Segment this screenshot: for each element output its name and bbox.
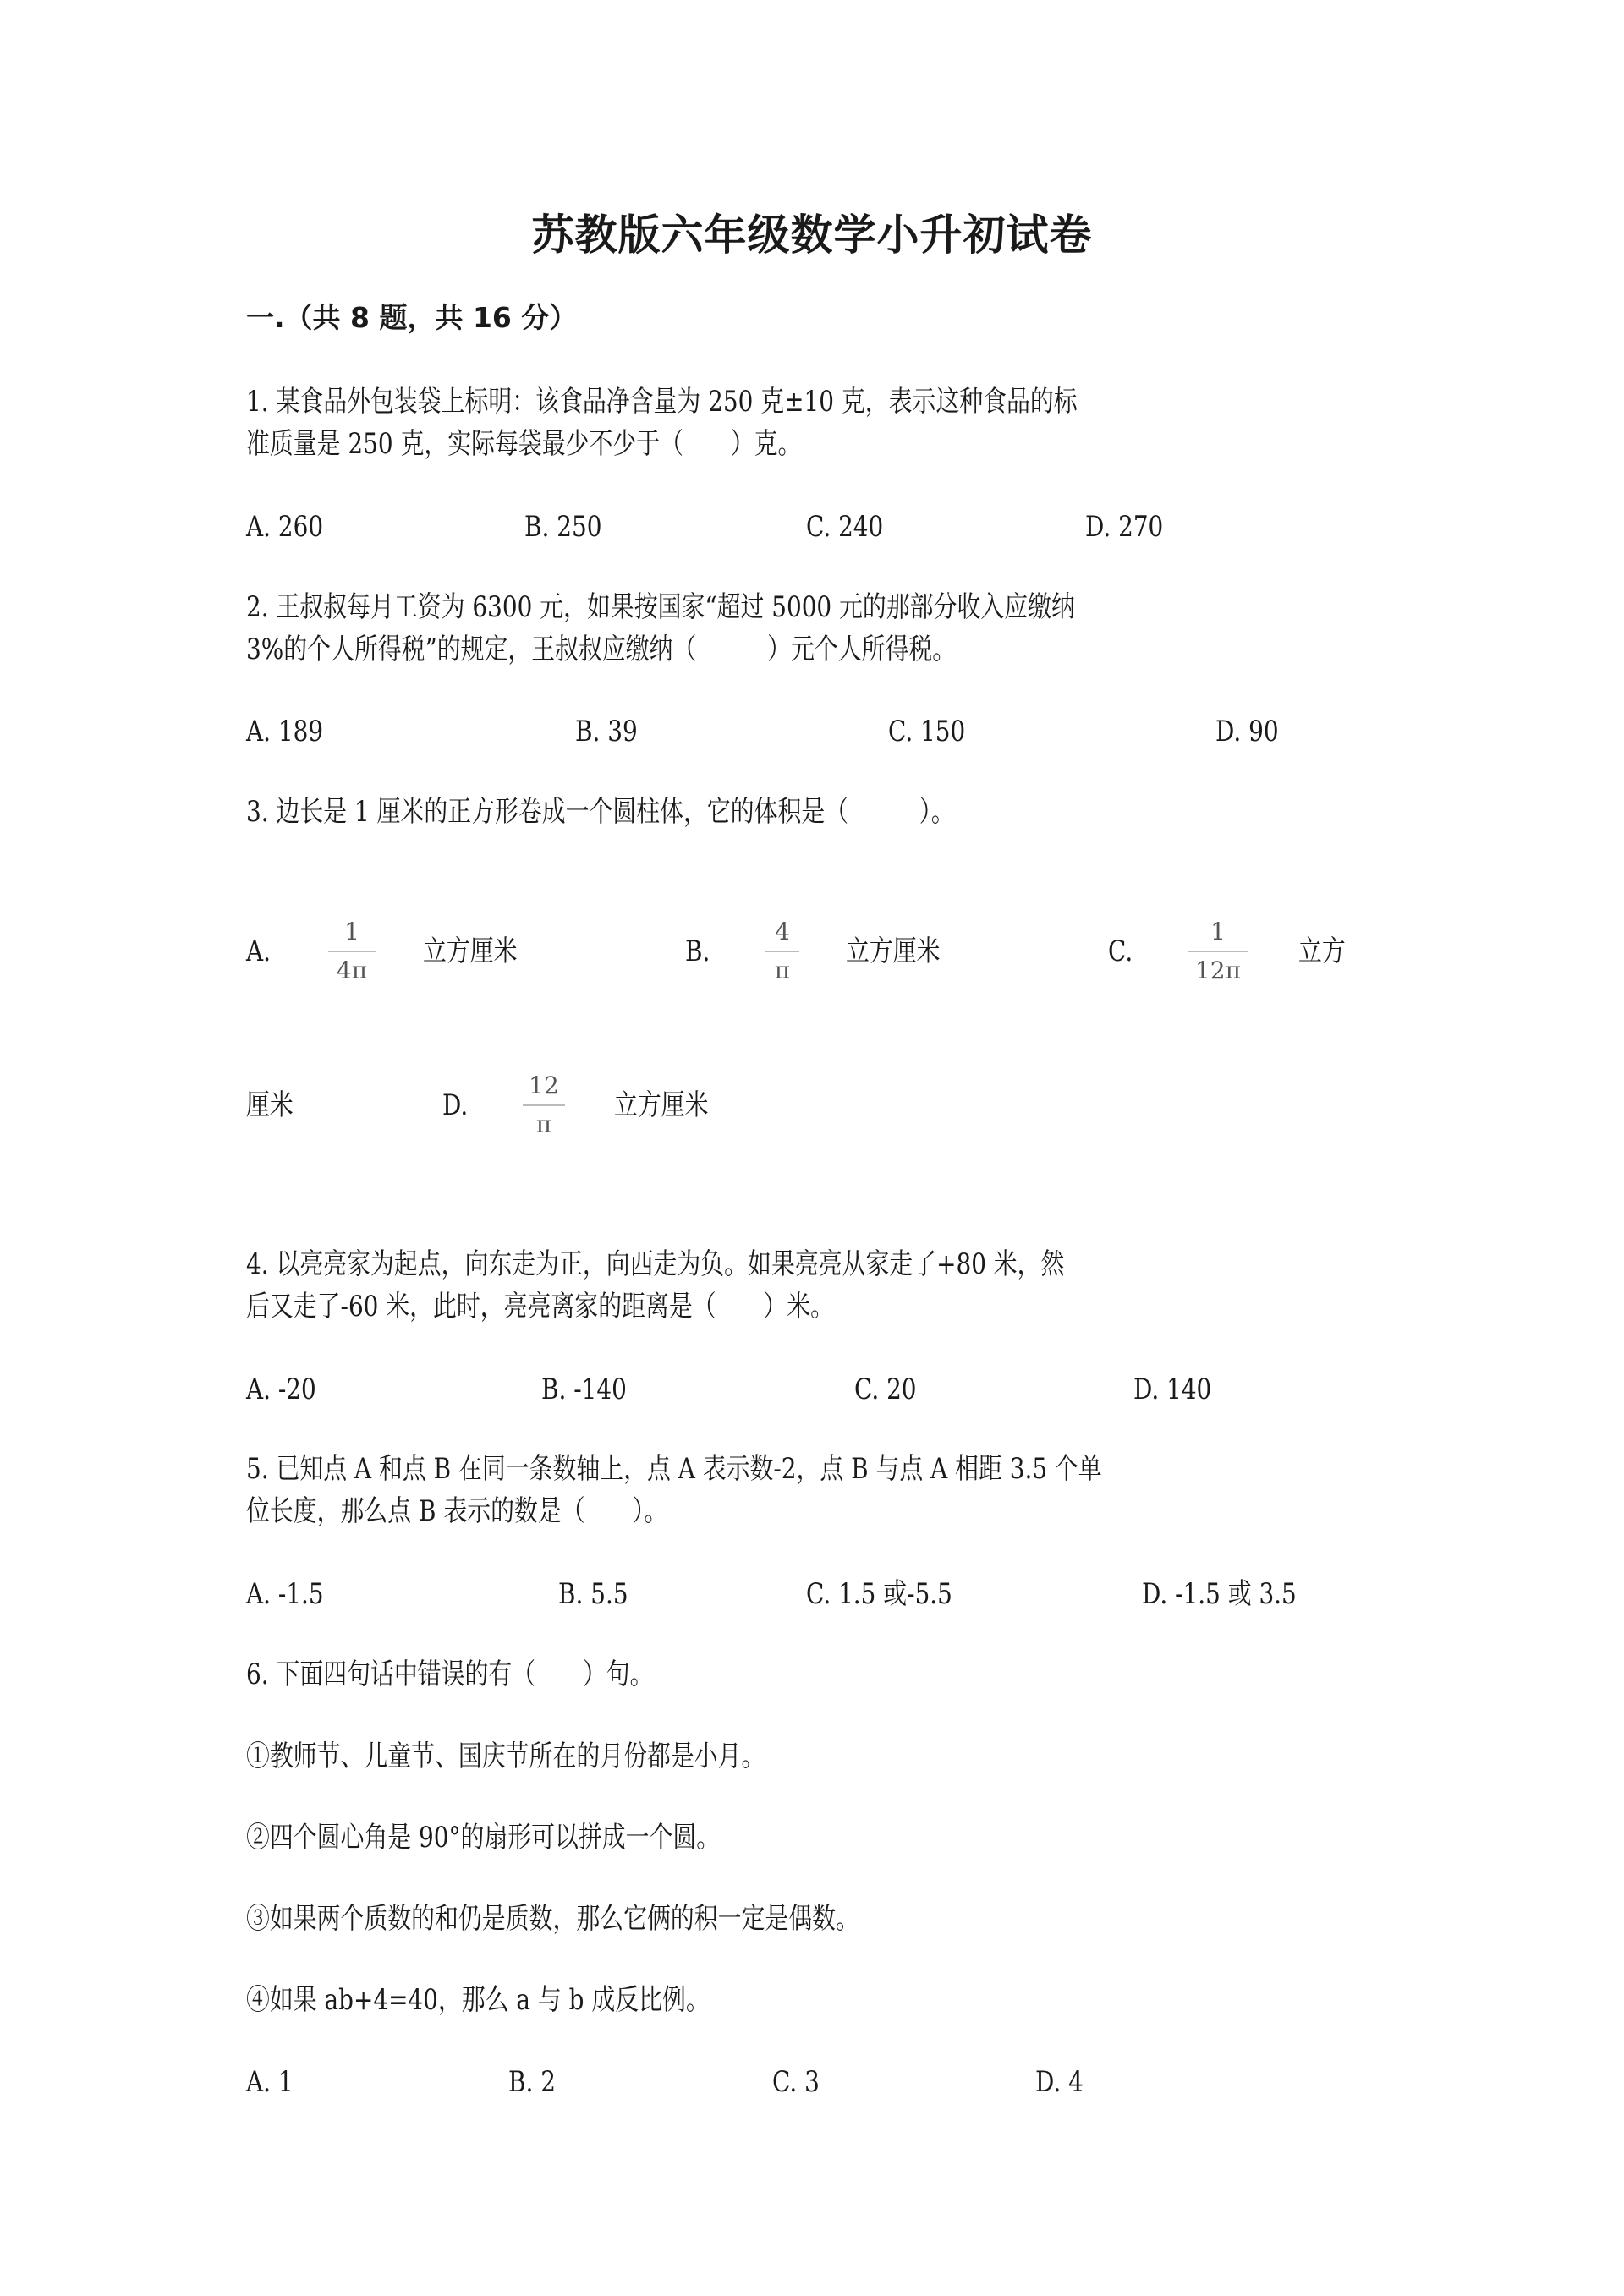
- question-2-line-1: 2. 王叔叔每月工资为 6300 元，如果按国家“超过 5000 元的那部分收入应缴纳: [246, 590, 1075, 624]
- question-3-option-a-fraction: 1 4π: [328, 915, 376, 988]
- question-6-option-d: D. 4: [1035, 2065, 1084, 2099]
- question-2-option-b: B. 39: [575, 715, 638, 748]
- question-3-option-c-fraction: 1 12π: [1188, 915, 1248, 988]
- question-3-option-a-unit: 立方厘米: [423, 934, 518, 968]
- question-6-statement-3: ③如果两个质数的和仍是质数，那么它俩的积一定是偶数。: [246, 1902, 859, 1936]
- question-3-option-a-letter: A.: [246, 934, 272, 968]
- question-1-line-2: 准质量是 250 克，实际每袋最少不少于（ ）克。: [246, 427, 802, 461]
- question-5-option-d: D. -1.5 或 3.5: [1142, 1577, 1297, 1611]
- question-2-option-d: D. 90: [1215, 715, 1279, 748]
- question-1-option-a: A. 260: [246, 510, 324, 544]
- question-5-option-c: C. 1.5 或-5.5: [806, 1577, 952, 1611]
- question-1-option-d: D. 270: [1085, 510, 1164, 544]
- question-6-statement-4: ④如果 ab+4=40，那么 a 与 b 成反比例。: [246, 1983, 710, 2017]
- question-4-line-2: 后又走了-60 米，此时，亮亮离家的距离是（ ）米。: [246, 1290, 835, 1323]
- page-title: 苏教版六年级数学小升初试卷: [531, 211, 1093, 260]
- question-5-option-b: B. 5.5: [558, 1577, 628, 1611]
- question-5-option-a: A. -1.5: [246, 1577, 324, 1611]
- question-1-option-b: B. 250: [524, 510, 602, 544]
- question-4-option-d: D. 140: [1133, 1373, 1212, 1406]
- question-3-option-b-letter: B.: [685, 934, 710, 968]
- question-3-option-c-unit: 立方: [1298, 934, 1346, 968]
- question-6-line-1: 6. 下面四句话中错误的有（ ）句。: [246, 1658, 654, 1691]
- question-3-option-d-unit: 立方厘米: [614, 1088, 709, 1122]
- question-3-option-c-letter: C.: [1108, 934, 1133, 968]
- question-3-option-d-letter: D.: [442, 1088, 469, 1122]
- question-2-option-a: A. 189: [246, 715, 324, 748]
- section-heading: 一.（共 8 题，共 16 分）: [246, 301, 578, 334]
- question-6-option-a: A. 1: [246, 2065, 294, 2099]
- question-3-option-c-unit-wrap: 厘米: [246, 1088, 294, 1122]
- question-3-option-d-fraction: 12 π: [523, 1069, 565, 1142]
- question-4-option-b: B. -140: [541, 1373, 627, 1406]
- question-3-option-b-unit: 立方厘米: [846, 934, 941, 968]
- question-2-option-c: C. 150: [888, 715, 966, 748]
- question-2-line-2: 3%的个人所得税”的规定，王叔叔应缴纳（ ）元个人所得税。: [246, 633, 957, 666]
- question-4-line-1: 4. 以亮亮家为起点，向东走为正，向西走为负。如果亮亮从家走了+80 米，然: [246, 1247, 1065, 1281]
- question-5-line-1: 5. 已知点 A 和点 B 在同一条数轴上，点 A 表示数-2，点 B 与点 A 相距 3.5 个单: [246, 1452, 1102, 1486]
- question-6-statement-1: ①教师节、儿童节、国庆节所在的月份都是小月。: [246, 1740, 765, 1773]
- question-3-line-1: 3. 边长是 1 厘米的正方形卷成一个圆柱体，它的体积是（ ）。: [246, 795, 955, 829]
- question-6-statement-2: ②四个圆心角是 90°的扇形可以拼成一个圆。: [246, 1821, 721, 1855]
- question-6-option-b: B. 2: [508, 2065, 556, 2099]
- question-1-option-c: C. 240: [806, 510, 884, 544]
- question-1-line-1: 1. 某食品外包装袋上标明：该食品净含量为 250 克±10 克，表示这种食品的标: [246, 385, 1078, 419]
- question-4-option-c: C. 20: [854, 1373, 917, 1406]
- question-3-option-b-fraction: 4 π: [765, 915, 799, 988]
- question-4-option-a: A. -20: [246, 1373, 316, 1406]
- question-6-option-c: C. 3: [772, 2065, 820, 2099]
- question-5-line-2: 位长度，那么点 B 表示的数是（ ）。: [246, 1494, 668, 1528]
